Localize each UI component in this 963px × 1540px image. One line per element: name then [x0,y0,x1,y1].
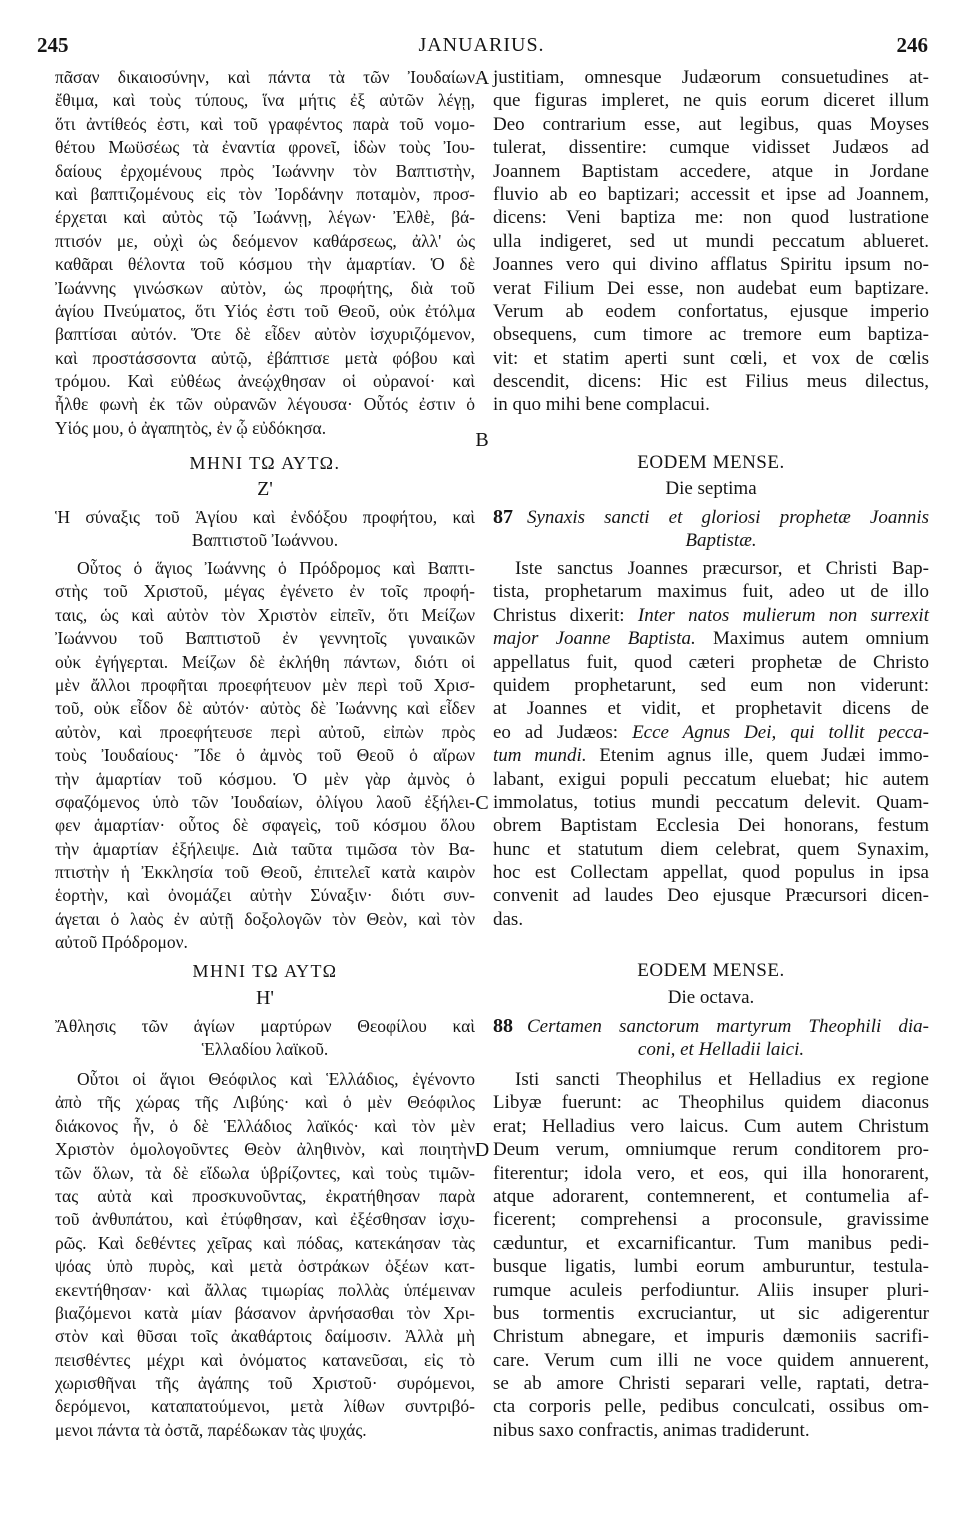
greek-day8-title-line: Ἑλλαδίου λαϊκοῦ. [201,1039,329,1059]
margin-letter-d: D [474,1139,490,1161]
text-line: Joannem Baptistam accedere, atque in Jordane [493,160,929,182]
text-line: descendit, dicens: Hic est Filius meus dilectus, [493,371,929,393]
text-line: ἁγίου Πνεύματος, ὅτι Υἱός ἐστι τοῦ Θεοῦ, οὐκ ἐτόλμα [55,300,475,321]
text-line: obsequens, cum timore ac tremore eum baptiza- [493,324,929,346]
greek-day7-title-line: Ἡ σύναξις τοῦ Ἁγίου καὶ ἐνδόξου προφήτου, καὶ [55,507,475,527]
entry-number: 87 [493,506,513,528]
greek-continuation-paragraph [55,66,475,440]
text-line: καὶ βαπτιζομένους εἰς τὸν Ἰορδάνην ποταμὸν, προσ- [55,183,475,204]
text-line: justitiam, omnesque Judæorum consuetudines at- [493,67,929,88]
text-line: πτιστὴν ἡ Ἐκκλησία τοῦ Θεοῦ, ἐπιτελεῖ κατὰ καιρὸν [55,862,475,883]
text-line: hoc est Collectam appellat, quod populus in ipsa [493,862,929,884]
text-line: τὴν ἁμαρτίαν τοῦ κόσμου. Ὁ μὲν γὰρ ἀμνὸς ὁ [55,768,475,789]
text-line: σφαζόμενος ὑπὸ τῶν Ἰουδαίων, ὀλίγου λαοῦ ἐξήλει- [55,791,475,812]
latin-day7-title-line: Baptistæ. [685,530,757,551]
text-line: καθᾶραι θέλοντα τοῦ κόσμου τὴν ἁμαρτίαν. Ὁ δὲ [55,254,475,275]
latin-day8-title-line: coni, et Helladii laici. [637,1039,805,1060]
text-line: labant, exigui populi peccatum eluebat; hic autem [493,768,929,790]
text-line: immolatus, totius mundi peccatum delevit. Quam- [493,791,929,813]
running-head: JANUARIUS. [418,34,545,56]
text-line: atque adorarent, contemnerent, et contumelia af- [493,1185,929,1207]
entry-title-text: Certamen sanctorum martyrum Theophili dia- [527,1016,929,1037]
text-line [493,721,929,744]
text-line: Christum abnegare, et impuris dæmoniis sacrifi- [493,1326,929,1348]
text-line: δαίους ἐρχομένους πρὸς Ἰωάννην τὸν Βαπτιστὴν, [55,160,475,181]
greek-day8-title-line: Ἄθλησις τῶν ἁγίων μαρτύρων Θεοφίλου καὶ [55,1016,475,1036]
text-line: tulerat, dissentire: cumque vidisset Judæos ad [493,137,929,159]
text-line: Joannes vero qui divino afflatus Spiritu ipsum no- [493,254,929,276]
text-line: dicens: Veni baptiza me: non quod lustratione [493,207,929,229]
text-line: Iste sanctus Joannes præcursor, et Christi Bap- [515,558,929,579]
greek-day7-numeral: Ζ' [257,478,273,500]
text-line: καὶ προστάσσοντα αὐτῷ, ἐβάπτισε μετὰ φόβου καὶ [55,347,475,368]
text-line: αὐτοῦ Πρόδρομον. [55,932,188,953]
text-line: τὴν ἁμαρτίαν ἐξήλειψε. Διὰ ταῦτα τιμῶσα τὸν Βα- [55,838,475,859]
text-line: βαπτίσαι αὐτόν. Ὅτε δὲ εἶδεν αὐτὸν ἰσχυριζόμενον, [55,324,475,345]
page-number-left: 245 [37,33,69,57]
text-line: δερόμενοι, καταπατούμενοι, μετὰ λίθων συντριβό- [55,1396,475,1417]
text-line: θέτου Μωϋσέως τὰ ἐναντία φρονεῖ, ἰδὼν τοὺς Ἰου- [55,137,475,158]
latin-day8-paragraph [493,1068,929,1442]
italic-text: Inter natos mulierum non surrexit [637,604,929,626]
text-line: ρῶς. Καὶ δεθέντες χεῖρας καὶ πόδας, κατεκάησαν τὰς [55,1232,475,1253]
text-line: cæduntur, et excarnificantur. Tum manibus pedi- [493,1232,929,1254]
text-line: Deo contrarium esse, aut legibus, quas Moyses [493,113,929,135]
latin-day8-day-label: Die octava. [667,987,755,1008]
text-line: fluvio ab eo baptizari; accessit et ipse ad Joannem, [493,183,929,205]
text-line: ficerent; comprehensi a proconsule, gravissime [493,1209,929,1231]
text-line: Οὗτοι οἱ ἅγιοι Θεόφιλος καὶ Ἑλλάδιος, ἐγένοντο [77,1069,475,1089]
page-number-right: 246 [896,33,928,57]
text-line: care. Verum cum illi ne voce quidem annuerent, [493,1349,929,1371]
text-line: Ἰωάννης γινώσκων αὐτὸν, ὡς προφήτης, διὰ τοῦ [55,277,475,298]
text-line: bus tormentis excruciantur, ut sic adigerentur [493,1302,929,1324]
text-line: τρόμου. Καὶ εὐθέως ἀνεῴχθησαν οἱ οὐρανοί· καὶ [55,371,475,392]
text-line: διάκονος ἦν, ὁ δὲ Ἑλλάδιος λαϊκός· καὶ τὸν μὲν [55,1115,475,1136]
text-line [493,627,929,650]
margin-letter-a: A [474,67,490,89]
latin-day8-title-line [493,1015,929,1038]
text-line: μὲν ἄλλοι προφῆται προεφήτευον μὲν περὶ τοῦ Χρισ- [55,674,475,695]
text-line: vit: et statim aperti sunt cœli, et vox de cœlis [493,347,929,369]
greek-day7-title-line: Βαπτιστοῦ Ἰωάννου. [191,530,339,550]
text-line: Υἱός μου, ὁ ἀγαπητὸς, ἐν ᾧ εὐδόκησα. [55,417,327,438]
text-line: ἦλθε φωνὴ ἐκ τῶν οὐρανῶν λέγουσα· Οὗτός ἐστιν ὁ [55,394,475,415]
text-line: αὐτὸν, καὶ προεφήτευσε περὶ αὐτοῦ, εἰπὼν πρὸς [55,721,475,742]
text-line [493,744,929,767]
text-line: rumque aculeis perfodiuntur. Aliis insuper pluri- [493,1279,929,1301]
greek-day8-heading: ΜΗΝΙ ΤΩ ΑΥΤΩ [192,961,338,981]
text-line: ἑορτὴν, καὶ ὀνομάζει αὐτὴν Σύναξιν· διότι συν- [55,885,475,906]
text-line: φεν ἁμαρτίαν· οὗτος δὲ σφαγεὶς, τοῦ κόσμου ὅλου [55,815,475,836]
text-line: πεισθέντες μέχρι καὶ ὀνόματος κατανεῦσαι, εἰς τὸ [55,1349,475,1370]
text-line: cta corporis pelle, pedibus conculcati, ossibus om- [493,1396,929,1418]
latin-day7-title-line [493,506,929,529]
text-line: quidem prophetarunt, sed eum non viderunt: [493,674,929,696]
text-line: τας αὐτὰ καὶ προσκυνοῦντας, ἐκρατήθησαν παρὰ [55,1185,475,1206]
text-line: ψόας ὑπὸ πυρὸς, καὶ μετὰ ὀστράκων ὀξέων κατ- [55,1256,475,1277]
text-line: εκεντήθησαν· καὶ ἄλλας τιμωρίας πολλὰς ὑπέμειναν [55,1279,475,1300]
text-segment: eo ad Judæos: [493,721,633,743]
text-line: Isti sancti Theophilus et Helladius ex regione [515,1069,929,1090]
text-line: Verum ab eodem confortatus, ejusque imperio [493,300,929,322]
text-line: Ἰωάννου τοῦ Βαπτιστοῦ ἐν γεννητοῖς γυναικῶν [55,628,475,649]
italic-text: Ecce Agnus Dei, qui tollit pecca- [632,721,930,743]
text-line: βιαζόμενοι κατὰ μίαν βάσανον ἀρνήσασθαι τὸν Χρι- [55,1302,475,1323]
text-line: Χριστὸν ὁμολογοῦντες Θεὸν ἀληθινὸν, καὶ ποιητὴν [55,1139,475,1160]
text-line: convenit ad laudes Deo ejusque Præcursori dicen- [493,885,929,907]
text-line: tista, prophetarum maximus fuit, adeo ut de illo [493,581,929,603]
text-line: at Joannes et vidit, et prophetavit dicens de [493,698,929,720]
text-line: Deum verum, omniumque rerum conditorem pro- [493,1139,929,1161]
text-line: πτισόν με, οὐχὶ ὡς δεόμενον καθάρσεως, ἀλλ' ὡς [55,230,475,251]
text-line: das. [493,908,524,930]
margin-letter-c: C [475,792,489,814]
text-line: appellatus fuit, quod cæteri prophetæ de Christo [493,651,929,673]
greek-day8-numeral: Η' [255,987,275,1009]
latin-day7-paragraph [493,557,929,931]
text-line: ἔθιμα, καὶ τοὺς τύπους, ἵνα μήτις ἐξ αὐτῶν λέγῃ, [55,90,475,111]
text-line: στὸν καὶ θῦσαι τοῖς ἀκαθάρτοις δαίμοσιν. Ἀλλὰ μὴ [55,1326,475,1347]
text-line: ταις, ὡς καὶ αὐτὸν τὸν Χριστὸν εἰπεῖν, ὅτι Μείζων [55,604,475,625]
text-line: τῶν ὅλων, τὰ δὲ εἴδωλα ὑβρίζοντες, καὶ τοὺς τιμῶν- [55,1162,475,1183]
text-line [493,604,929,627]
greek-day7-paragraph [55,557,475,955]
text-line: erat; Helladius vero laicus. Cum autem Christum [493,1115,929,1137]
text-line: Libyæ fuerunt: ac Theophilus quidem diaconus [493,1092,929,1114]
text-line: ulla indigeret, sed ut mundi peccatum ablueret. [493,230,929,252]
text-line: fiterentur; idola vero, et eos, qui illa honorarent, [493,1162,929,1184]
latin-day7-day-label: Die septima [665,478,757,499]
text-line: τοὺς Ἰουδαίους· Ἴδε ὁ ἀμνὸς τοῦ Θεοῦ ὁ αἴρων [55,745,475,766]
text-line: τοῦ ἀνθυπάτου, καὶ ἐτύφθησαν, καὶ ἐξέσθησαν ἰσχυ- [55,1209,475,1230]
text-line: χωρισθῆναι τῆς ἀγάπης τοῦ Χριστοῦ· συρόμενοι, [55,1373,475,1394]
text-line: τοῦ, οὐκ εἶδον δὲ αὐτόν· αὐτὸς δὲ Ἰωάννης καὶ εἶδεν [55,698,475,719]
text-line: in quo mihi bene complacui. [493,394,710,416]
text-line: que figuras impleret, ne quis eorum diceret illum [493,90,929,112]
margin-letter-b: B [475,429,489,451]
text-line: busque ligatis, lumbi eorum amburuntur, testula- [493,1256,929,1278]
latin-continuation-paragraph [493,66,929,417]
text-line: οὐκ ἐγήγερται. Μείζων δὲ ἐκλήθη πάντων, διότι οἱ [55,651,475,672]
greek-day8-paragraph [55,1068,475,1442]
entry-number: 88 [493,1015,513,1037]
greek-day7-heading: ΜΗΝΙ ΤΩ ΑΥΤΩ. [189,453,341,473]
text-line: obrem Baptistam Ecclesia Dei honorans, festum [493,815,929,837]
text-line: στὴς τοῦ Χριστοῦ, μέγας ἐγένετο ἐν τοῖς προφή- [55,581,475,602]
text-line: μενοι πάντα τὰ ὀστᾶ, παρέδωκαν τὰς ψυχάς. [55,1419,367,1440]
text-segment: Etenim agnus ille, quem Judæi immo- [586,745,929,767]
latin-day7-heading: EODEM MENSE. [637,452,785,473]
italic-text: major Joanne Baptista. [493,628,696,650]
text-line: ἀπὸ τῆς χώρας τῆς Λιβύης· καὶ ὁ μὲν Θεόφιλος [55,1092,475,1113]
latin-day8-heading: EODEM MENSE. [637,960,785,981]
text-line: πᾶσαν δικαιοσύνην, καὶ πάντα τὰ τῶν Ἰουδαίων [55,67,475,87]
entry-title-text: Synaxis sancti et gloriosi prophetæ Joannis [527,507,929,528]
text-line: se ab amore Christi separari velle, raptati, detra- [493,1373,929,1395]
text-line: verat Filium Dei esse, non audebat eum baptizare. [493,277,929,299]
text-line: Οὗτος ὁ ἅγιος Ἰωάννης ὁ Πρόδρομος καὶ Βαπτι- [77,558,475,578]
text-line: έρχεται καὶ αὐτὸς τῷ Ἰωάννῃ, λέγων· Ἐλθὲ, βά- [55,207,475,228]
text-segment: Christus dixerit: [493,604,638,626]
text-line: άγεται ὁ λαὸς ἐν αὐτῇ δοξολογῶν τὸν Θεὸν, καὶ τὸν [55,908,475,929]
text-segment: Maximus autem omnium [695,628,929,650]
text-line: nibus saxo confractis, animas tradiderunt. [493,1419,810,1441]
italic-text: tum mundi. [493,745,587,767]
text-line: ὅτι ἀντίθεός ἐστι, καὶ τοῦ γραφέντος παρὰ τοῦ νομο- [55,113,475,134]
text-line: hunc et statutum diem celebrat, quem Synaxim, [493,838,929,860]
